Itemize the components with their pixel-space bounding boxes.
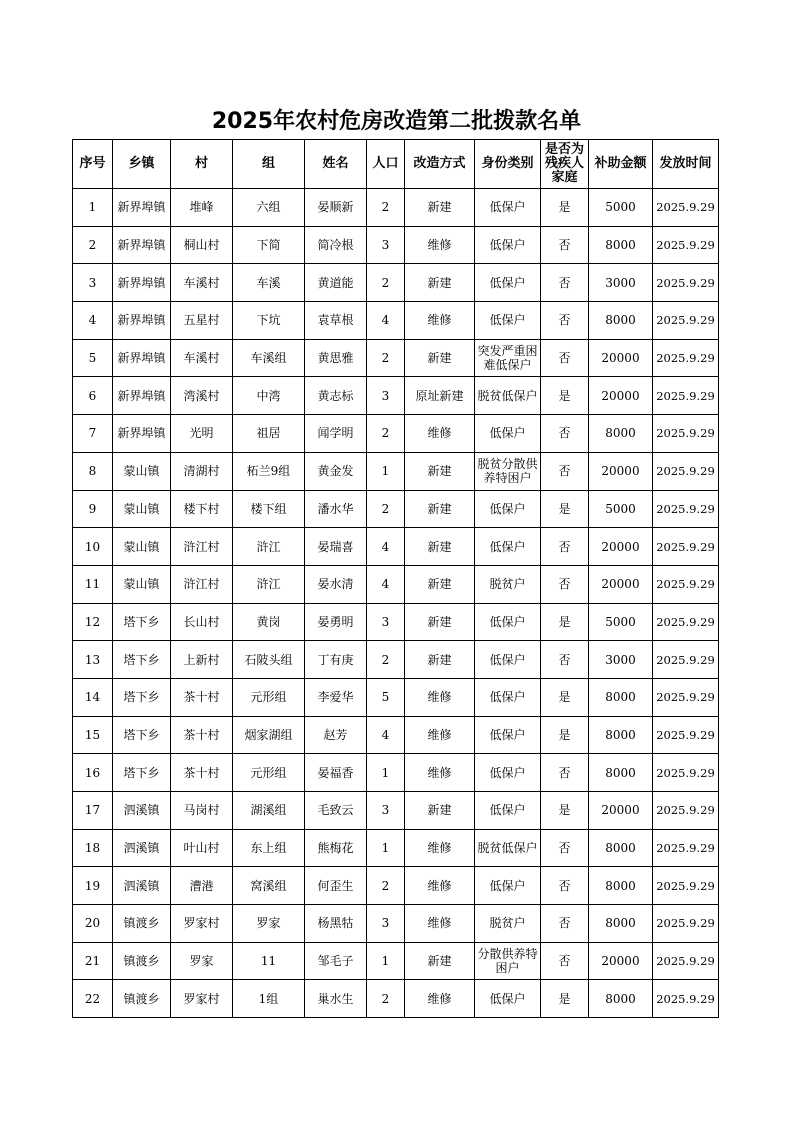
col-village-cell: 光明 xyxy=(171,415,233,453)
col-group-cell: 罗家 xyxy=(233,905,305,943)
col-date-cell: 2025.9.29 xyxy=(653,603,719,641)
col-town-cell: 塔下乡 xyxy=(113,754,171,792)
col-category-cell: 低保户 xyxy=(475,754,541,792)
col-name-header: 姓名 xyxy=(305,140,367,189)
col-name-cell: 黄志标 xyxy=(305,377,367,415)
col-group-cell: 东上组 xyxy=(233,829,305,867)
col-group-cell: 下坑 xyxy=(233,302,305,340)
col-category-cell: 低保户 xyxy=(475,867,541,905)
col-date-cell: 2025.9.29 xyxy=(653,565,719,603)
col-name-cell: 潘水华 xyxy=(305,490,367,528)
col-category-cell: 脱贫分散供养特困户 xyxy=(475,452,541,490)
col-index-cell: 4 xyxy=(73,302,113,340)
col-population-cell: 1 xyxy=(367,942,405,980)
col-date-cell: 2025.9.29 xyxy=(653,452,719,490)
col-population-cell: 4 xyxy=(367,565,405,603)
col-amount-cell: 3000 xyxy=(589,641,653,679)
table-row xyxy=(73,678,719,716)
col-date-cell: 2025.9.29 xyxy=(653,226,719,264)
col-name-cell: 晏福香 xyxy=(305,754,367,792)
table-row xyxy=(73,415,719,453)
col-amount-cell: 8000 xyxy=(589,867,653,905)
col-name-cell: 李爱华 xyxy=(305,678,367,716)
table-row xyxy=(73,377,719,415)
table-row xyxy=(73,490,719,528)
table-row xyxy=(73,829,719,867)
col-village-cell: 车溪村 xyxy=(171,264,233,302)
table-row xyxy=(73,528,719,566)
col-town-cell: 蒙山镇 xyxy=(113,452,171,490)
col-village-cell: 茶十村 xyxy=(171,678,233,716)
col-category-cell: 脱贫低保户 xyxy=(475,829,541,867)
col-town-cell: 塔下乡 xyxy=(113,716,171,754)
col-index-cell: 16 xyxy=(73,754,113,792)
col-date-cell: 2025.9.29 xyxy=(653,905,719,943)
col-date-cell: 2025.9.29 xyxy=(653,829,719,867)
col-method-cell: 新建 xyxy=(405,490,475,528)
col-index-cell: 13 xyxy=(73,641,113,679)
col-method-cell: 维修 xyxy=(405,867,475,905)
col-method-cell: 维修 xyxy=(405,302,475,340)
col-date-cell: 2025.9.29 xyxy=(653,641,719,679)
col-method-cell: 新建 xyxy=(405,942,475,980)
col-category-cell: 突发严重困难低保户 xyxy=(475,339,541,377)
col-name-cell: 杨黑牯 xyxy=(305,905,367,943)
col-town-cell: 蒙山镇 xyxy=(113,528,171,566)
col-town-cell: 蒙山镇 xyxy=(113,565,171,603)
col-town-cell: 新界埠镇 xyxy=(113,377,171,415)
col-population-cell: 5 xyxy=(367,678,405,716)
col-name-cell: 丁有庚 xyxy=(305,641,367,679)
col-group-cell: 黄岗 xyxy=(233,603,305,641)
col-date-cell: 2025.9.29 xyxy=(653,980,719,1018)
col-index-cell: 21 xyxy=(73,942,113,980)
col-disabled-cell: 否 xyxy=(541,829,589,867)
col-date-cell: 2025.9.29 xyxy=(653,716,719,754)
allocation-table xyxy=(72,139,719,1018)
col-method-cell: 新建 xyxy=(405,792,475,830)
col-disabled-cell: 是 xyxy=(541,980,589,1018)
col-method-cell: 新建 xyxy=(405,189,475,227)
col-village-cell: 漕港 xyxy=(171,867,233,905)
col-index-cell: 14 xyxy=(73,678,113,716)
col-group-cell: 石陂头组 xyxy=(233,641,305,679)
col-name-cell: 巢水生 xyxy=(305,980,367,1018)
col-name-cell: 熊梅花 xyxy=(305,829,367,867)
col-name-cell: 袁草根 xyxy=(305,302,367,340)
col-town-cell: 镇渡乡 xyxy=(113,905,171,943)
col-category-cell: 低保户 xyxy=(475,189,541,227)
col-date-cell: 2025.9.29 xyxy=(653,339,719,377)
col-group-cell: 祖居 xyxy=(233,415,305,453)
col-method-cell: 维修 xyxy=(405,980,475,1018)
col-village-cell: 长山村 xyxy=(171,603,233,641)
col-category-cell: 低保户 xyxy=(475,603,541,641)
col-name-cell: 晏瑞喜 xyxy=(305,528,367,566)
col-amount-header: 补助金额 xyxy=(589,140,653,189)
col-method-cell: 维修 xyxy=(405,415,475,453)
col-index-cell: 3 xyxy=(73,264,113,302)
col-village-cell: 湾溪村 xyxy=(171,377,233,415)
table-row xyxy=(73,980,719,1018)
col-disabled-cell: 否 xyxy=(541,415,589,453)
col-index-cell: 6 xyxy=(73,377,113,415)
col-population-cell: 2 xyxy=(367,641,405,679)
col-index-cell: 11 xyxy=(73,565,113,603)
col-disabled-cell: 是 xyxy=(541,678,589,716)
col-name-cell: 黄金发 xyxy=(305,452,367,490)
col-index-cell: 2 xyxy=(73,226,113,264)
col-category-cell: 低保户 xyxy=(475,678,541,716)
col-town-cell: 新界埠镇 xyxy=(113,264,171,302)
col-amount-cell: 8000 xyxy=(589,226,653,264)
col-category-header: 身份类别 xyxy=(475,140,541,189)
col-amount-cell: 5000 xyxy=(589,490,653,528)
col-date-header: 发放时间 xyxy=(653,140,719,189)
col-group-cell: 中湾 xyxy=(233,377,305,415)
col-population-cell: 3 xyxy=(367,792,405,830)
col-town-cell: 塔下乡 xyxy=(113,678,171,716)
col-disabled-cell: 否 xyxy=(541,565,589,603)
col-village-header: 村 xyxy=(171,140,233,189)
col-town-cell: 蒙山镇 xyxy=(113,490,171,528)
col-date-cell: 2025.9.29 xyxy=(653,415,719,453)
col-disabled-cell: 否 xyxy=(541,339,589,377)
col-population-cell: 4 xyxy=(367,716,405,754)
col-name-cell: 毛致云 xyxy=(305,792,367,830)
col-amount-cell: 8000 xyxy=(589,905,653,943)
col-method-cell: 原址新建 xyxy=(405,377,475,415)
col-date-cell: 2025.9.29 xyxy=(653,678,719,716)
col-method-cell: 新建 xyxy=(405,603,475,641)
col-category-cell: 低保户 xyxy=(475,716,541,754)
col-population-cell: 3 xyxy=(367,905,405,943)
table-row xyxy=(73,905,719,943)
col-town-cell: 新界埠镇 xyxy=(113,415,171,453)
col-town-header: 乡镇 xyxy=(113,140,171,189)
col-group-cell: 下简 xyxy=(233,226,305,264)
col-category-cell: 低保户 xyxy=(475,302,541,340)
col-group-cell: 楼下组 xyxy=(233,490,305,528)
col-index-cell: 9 xyxy=(73,490,113,528)
table-row xyxy=(73,264,719,302)
page-title: 2025年农村危房改造第二批拨款名单 xyxy=(211,109,582,134)
col-name-cell: 邹毛子 xyxy=(305,942,367,980)
col-category-cell: 低保户 xyxy=(475,980,541,1018)
col-date-cell: 2025.9.29 xyxy=(653,942,719,980)
col-date-cell: 2025.9.29 xyxy=(653,867,719,905)
header-row xyxy=(73,140,719,189)
col-date-cell: 2025.9.29 xyxy=(653,754,719,792)
col-index-cell: 8 xyxy=(73,452,113,490)
col-village-cell: 茶十村 xyxy=(171,716,233,754)
table-row xyxy=(73,189,719,227)
col-population-cell: 1 xyxy=(367,452,405,490)
col-disabled-cell: 否 xyxy=(541,302,589,340)
col-town-cell: 塔下乡 xyxy=(113,641,171,679)
table-row xyxy=(73,339,719,377)
col-population-cell: 2 xyxy=(367,867,405,905)
col-population-cell: 2 xyxy=(367,264,405,302)
table-row xyxy=(73,452,719,490)
col-population-cell: 1 xyxy=(367,754,405,792)
col-group-cell: 柘兰9组 xyxy=(233,452,305,490)
table-row xyxy=(73,867,719,905)
col-name-cell: 晏顺新 xyxy=(305,189,367,227)
col-population-cell: 3 xyxy=(367,377,405,415)
col-date-cell: 2025.9.29 xyxy=(653,377,719,415)
col-group-cell: 浒江 xyxy=(233,565,305,603)
col-amount-cell: 20000 xyxy=(589,792,653,830)
col-category-cell: 低保户 xyxy=(475,792,541,830)
col-date-cell: 2025.9.29 xyxy=(653,792,719,830)
col-name-cell: 何歪生 xyxy=(305,867,367,905)
col-amount-cell: 20000 xyxy=(589,377,653,415)
col-village-cell: 上新村 xyxy=(171,641,233,679)
col-name-cell: 赵芳 xyxy=(305,716,367,754)
col-index-cell: 15 xyxy=(73,716,113,754)
col-town-cell: 新界埠镇 xyxy=(113,302,171,340)
col-group-cell: 1组 xyxy=(233,980,305,1018)
col-population-cell: 3 xyxy=(367,603,405,641)
col-town-cell: 镇渡乡 xyxy=(113,942,171,980)
col-village-cell: 叶山村 xyxy=(171,829,233,867)
col-method-cell: 维修 xyxy=(405,905,475,943)
col-name-cell: 简冷根 xyxy=(305,226,367,264)
table-row xyxy=(73,565,719,603)
col-group-cell: 车溪组 xyxy=(233,339,305,377)
col-index-cell: 20 xyxy=(73,905,113,943)
col-method-cell: 维修 xyxy=(405,678,475,716)
col-method-cell: 维修 xyxy=(405,754,475,792)
col-category-cell: 低保户 xyxy=(475,528,541,566)
col-group-cell: 六组 xyxy=(233,189,305,227)
col-town-cell: 泗溪镇 xyxy=(113,867,171,905)
col-index-cell: 12 xyxy=(73,603,113,641)
col-group-cell: 窝溪组 xyxy=(233,867,305,905)
col-amount-cell: 8000 xyxy=(589,716,653,754)
col-index-cell: 22 xyxy=(73,980,113,1018)
col-village-cell: 车溪村 xyxy=(171,339,233,377)
col-population-cell: 4 xyxy=(367,528,405,566)
col-category-cell: 低保户 xyxy=(475,264,541,302)
col-index-cell: 1 xyxy=(73,189,113,227)
col-category-cell: 脱贫低保户 xyxy=(475,377,541,415)
col-method-cell: 新建 xyxy=(405,565,475,603)
col-town-cell: 新界埠镇 xyxy=(113,339,171,377)
col-name-cell: 黄思雅 xyxy=(305,339,367,377)
col-amount-cell: 20000 xyxy=(589,942,653,980)
col-group-cell: 元形组 xyxy=(233,678,305,716)
col-group-cell: 车溪 xyxy=(233,264,305,302)
col-population-cell: 2 xyxy=(367,189,405,227)
col-index-header: 序号 xyxy=(73,140,113,189)
col-village-cell: 堆峰 xyxy=(171,189,233,227)
col-index-cell: 5 xyxy=(73,339,113,377)
col-amount-cell: 5000 xyxy=(589,189,653,227)
col-amount-cell: 8000 xyxy=(589,302,653,340)
col-population-cell: 2 xyxy=(367,980,405,1018)
col-method-cell: 维修 xyxy=(405,829,475,867)
col-town-cell: 泗溪镇 xyxy=(113,792,171,830)
table-row xyxy=(73,716,719,754)
col-method-cell: 新建 xyxy=(405,641,475,679)
col-date-cell: 2025.9.29 xyxy=(653,264,719,302)
col-name-cell: 闻学明 xyxy=(305,415,367,453)
col-date-cell: 2025.9.29 xyxy=(653,302,719,340)
col-town-cell: 新界埠镇 xyxy=(113,189,171,227)
col-village-cell: 罗家 xyxy=(171,942,233,980)
col-town-cell: 塔下乡 xyxy=(113,603,171,641)
col-amount-cell: 20000 xyxy=(589,452,653,490)
col-group-cell: 湖溪组 xyxy=(233,792,305,830)
col-category-cell: 脱贫户 xyxy=(475,905,541,943)
col-village-cell: 五星村 xyxy=(171,302,233,340)
table-header xyxy=(73,140,719,189)
col-group-cell: 元形组 xyxy=(233,754,305,792)
col-group-cell: 烟家湖组 xyxy=(233,716,305,754)
col-population-cell: 2 xyxy=(367,339,405,377)
col-village-cell: 浒江村 xyxy=(171,565,233,603)
col-disabled-cell: 否 xyxy=(541,867,589,905)
col-village-cell: 茶十村 xyxy=(171,754,233,792)
col-village-cell: 罗家村 xyxy=(171,905,233,943)
col-category-cell: 脱贫户 xyxy=(475,565,541,603)
table-row xyxy=(73,226,719,264)
col-method-cell: 新建 xyxy=(405,339,475,377)
col-population-cell: 2 xyxy=(367,415,405,453)
col-disabled-cell: 否 xyxy=(541,942,589,980)
col-village-cell: 马岗村 xyxy=(171,792,233,830)
table-row xyxy=(73,754,719,792)
col-amount-cell: 8000 xyxy=(589,415,653,453)
table-row xyxy=(73,792,719,830)
col-disabled-header: 是否为残疾人家庭 xyxy=(541,140,589,189)
table-body xyxy=(73,189,719,1018)
col-name-cell: 晏水清 xyxy=(305,565,367,603)
col-disabled-cell: 是 xyxy=(541,603,589,641)
col-date-cell: 2025.9.29 xyxy=(653,528,719,566)
col-disabled-cell: 是 xyxy=(541,792,589,830)
col-amount-cell: 8000 xyxy=(589,754,653,792)
col-disabled-cell: 否 xyxy=(541,528,589,566)
col-group-cell: 浒江 xyxy=(233,528,305,566)
col-name-cell: 黄道能 xyxy=(305,264,367,302)
col-date-cell: 2025.9.29 xyxy=(653,189,719,227)
col-amount-cell: 20000 xyxy=(589,339,653,377)
table-row xyxy=(73,641,719,679)
col-amount-cell: 20000 xyxy=(589,528,653,566)
col-population-cell: 3 xyxy=(367,226,405,264)
col-village-cell: 清湖村 xyxy=(171,452,233,490)
col-population-cell: 4 xyxy=(367,302,405,340)
col-population-cell: 2 xyxy=(367,490,405,528)
col-disabled-cell: 是 xyxy=(541,189,589,227)
col-category-cell: 低保户 xyxy=(475,415,541,453)
col-village-cell: 楼下村 xyxy=(171,490,233,528)
col-group-header: 组 xyxy=(233,140,305,189)
col-amount-cell: 8000 xyxy=(589,829,653,867)
col-disabled-cell: 否 xyxy=(541,641,589,679)
col-disabled-cell: 是 xyxy=(541,377,589,415)
col-group-cell: 11 xyxy=(233,942,305,980)
col-town-cell: 泗溪镇 xyxy=(113,829,171,867)
col-population-cell: 1 xyxy=(367,829,405,867)
col-method-cell: 新建 xyxy=(405,264,475,302)
col-index-cell: 19 xyxy=(73,867,113,905)
col-method-cell: 维修 xyxy=(405,226,475,264)
col-method-header: 改造方式 xyxy=(405,140,475,189)
col-disabled-cell: 是 xyxy=(541,490,589,528)
col-amount-cell: 8000 xyxy=(589,980,653,1018)
col-index-cell: 18 xyxy=(73,829,113,867)
col-method-cell: 新建 xyxy=(405,528,475,566)
col-village-cell: 桐山村 xyxy=(171,226,233,264)
col-amount-cell: 20000 xyxy=(589,565,653,603)
table-row xyxy=(73,302,719,340)
col-town-cell: 镇渡乡 xyxy=(113,980,171,1018)
col-method-cell: 维修 xyxy=(405,716,475,754)
col-amount-cell: 3000 xyxy=(589,264,653,302)
col-town-cell: 新界埠镇 xyxy=(113,226,171,264)
col-category-cell: 低保户 xyxy=(475,490,541,528)
col-village-cell: 罗家村 xyxy=(171,980,233,1018)
col-disabled-cell: 否 xyxy=(541,452,589,490)
col-category-cell: 低保户 xyxy=(475,226,541,264)
table-row xyxy=(73,942,719,980)
col-category-cell: 分散供养特困户 xyxy=(475,942,541,980)
col-index-cell: 10 xyxy=(73,528,113,566)
col-date-cell: 2025.9.29 xyxy=(653,490,719,528)
table-row xyxy=(73,603,719,641)
col-disabled-cell: 否 xyxy=(541,754,589,792)
col-population-header: 人口 xyxy=(367,140,405,189)
col-disabled-cell: 是 xyxy=(541,716,589,754)
col-method-cell: 新建 xyxy=(405,452,475,490)
col-disabled-cell: 否 xyxy=(541,905,589,943)
col-index-cell: 7 xyxy=(73,415,113,453)
col-category-cell: 低保户 xyxy=(475,641,541,679)
col-village-cell: 浒江村 xyxy=(171,528,233,566)
col-amount-cell: 8000 xyxy=(589,678,653,716)
col-disabled-cell: 否 xyxy=(541,226,589,264)
col-name-cell: 晏勇明 xyxy=(305,603,367,641)
col-amount-cell: 5000 xyxy=(589,603,653,641)
col-disabled-cell: 否 xyxy=(541,264,589,302)
col-index-cell: 17 xyxy=(73,792,113,830)
